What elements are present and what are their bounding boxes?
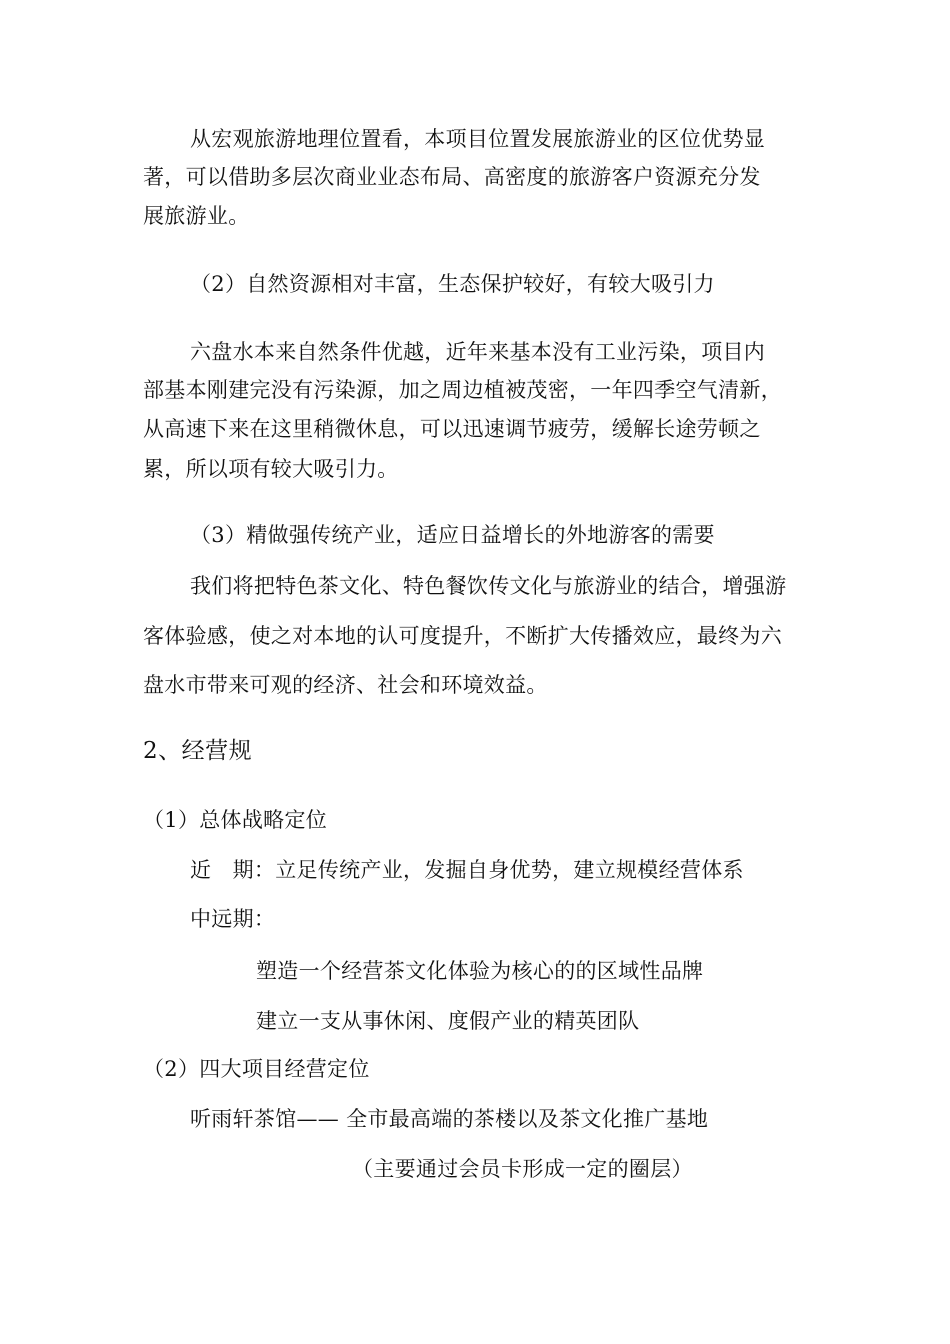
strategy-goal-1: 塑造一个经营茶文化体验为核心的的区域性品牌 [256,959,704,983]
paragraph-nature-line-2: 部基本刚建完没有污染源，加之周边植被茂密，一年四季空气清新， [143,378,782,402]
strategy-heading: （1）总体战略定位 [143,808,328,832]
item-2-heading: （2）自然资源相对丰富，生态保护较好，有较大吸引力 [190,272,715,296]
paragraph-location-line-1: 从宏观旅游地理位置看，本项目位置发展旅游业的区位优势显 [190,127,766,151]
projects-teahouse-note: （主要通过会员卡形成一定的圈层） [352,1157,693,1181]
paragraph-nature-line-3: 从高速下来在这里稍微休息，可以迅速调节疲劳，缓解长途劳顿之 [143,417,761,441]
paragraph-nature-line-1: 六盘水本来自然条件优越，近年来基本没有工业污染，项目内 [190,340,766,364]
strategy-near-term: 近 期：立足传统产业，发掘自身优势，建立规模经营体系 [190,858,744,882]
strategy-goal-2: 建立一支从事休闲、度假产业的精英团队 [256,1009,640,1033]
item-3-heading: （3）精做强传统产业，适应日益增长的外地游客的需要 [190,523,715,547]
section-2-title: 2、经营规 [143,738,253,764]
paragraph-culture-line-1: 我们将把特色茶文化、特色餐饮传文化与旅游业的结合，增强游 [190,574,787,598]
projects-heading: （2）四大项目经营定位 [143,1057,370,1081]
strategy-mid-long-term-label: 中远期： [190,907,276,931]
projects-teahouse: 听雨轩茶馆—— 全市最高端的茶楼以及茶文化推广基地 [190,1107,709,1131]
paragraph-culture-line-2: 客体验感，使之对本地的认可度提升，不断扩大传播效应，最终为六 [143,624,782,648]
paragraph-culture-line-3: 盘水市带来可观的经济、社会和环境效益。 [143,673,548,697]
paragraph-location-line-2: 著，可以借助多层次商业业态布局、高密度的旅游客户资源充分发 [143,165,761,189]
paragraph-location-line-3: 展旅游业。 [143,204,250,228]
paragraph-nature-line-4: 累，所以项有较大吸引力。 [143,457,399,481]
